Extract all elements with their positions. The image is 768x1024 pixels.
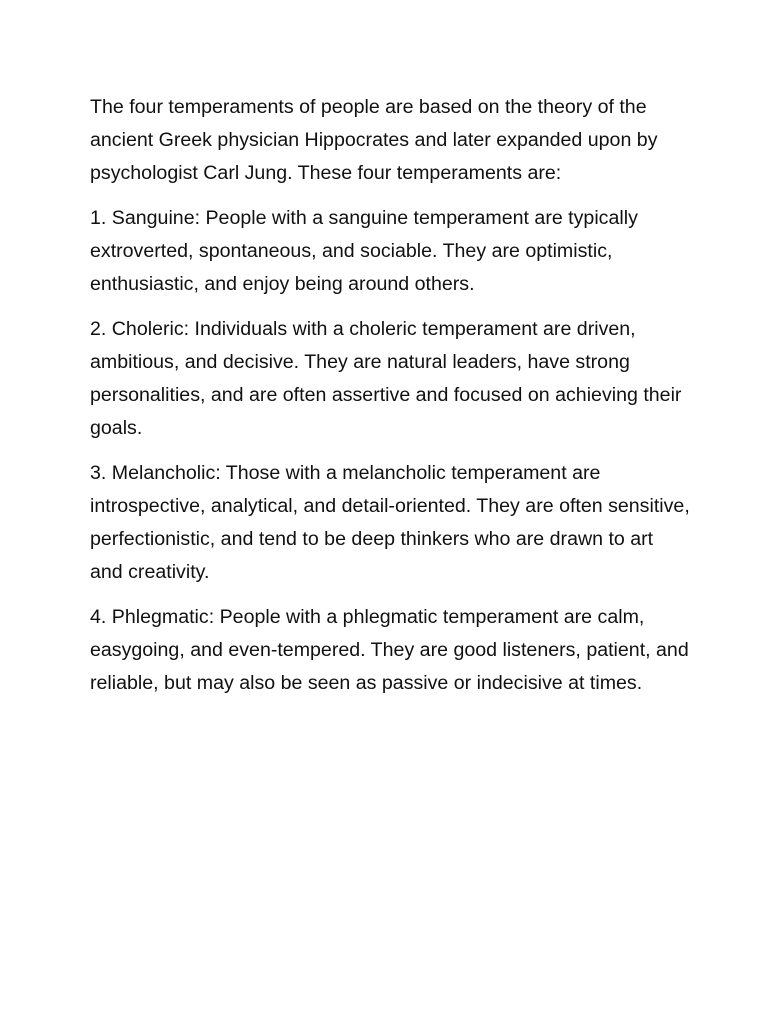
melancholic-paragraph: 3. Melancholic: Those with a melancholic temperament are introspective, analytical, and detail-oriented. They are often sensitive, perfectionistic, and tend to be deep thinkers who are drawn to art and creativity. (90, 462, 690, 583)
choleric-paragraph: 2. Choleric: Individuals with a choleric temperament are driven, ambitious, and decisive. They are natural leaders, have strong personalities, and are often assertive and focused on achieving their goals. (90, 318, 682, 439)
document-body (90, 91, 690, 712)
phlegmatic-paragraph: 4. Phlegmatic: People with a phlegmatic temperament are calm, easygoing, and even-tempered. They are good listeners, patient, and reliable, but may also be seen as passive or indecisive at times. (90, 606, 689, 694)
sanguine-paragraph: 1. Sanguine: People with a sanguine temperament are typically extroverted, spontaneous, and sociable. They are optimistic, enthusiastic, and enjoy being around others. (90, 207, 638, 295)
intro-paragraph: The four temperaments of people are based on the theory of the ancient Greek physician Hippocrates and later expanded upon by psychologist Carl Jung. These four temperaments are: (90, 96, 658, 184)
